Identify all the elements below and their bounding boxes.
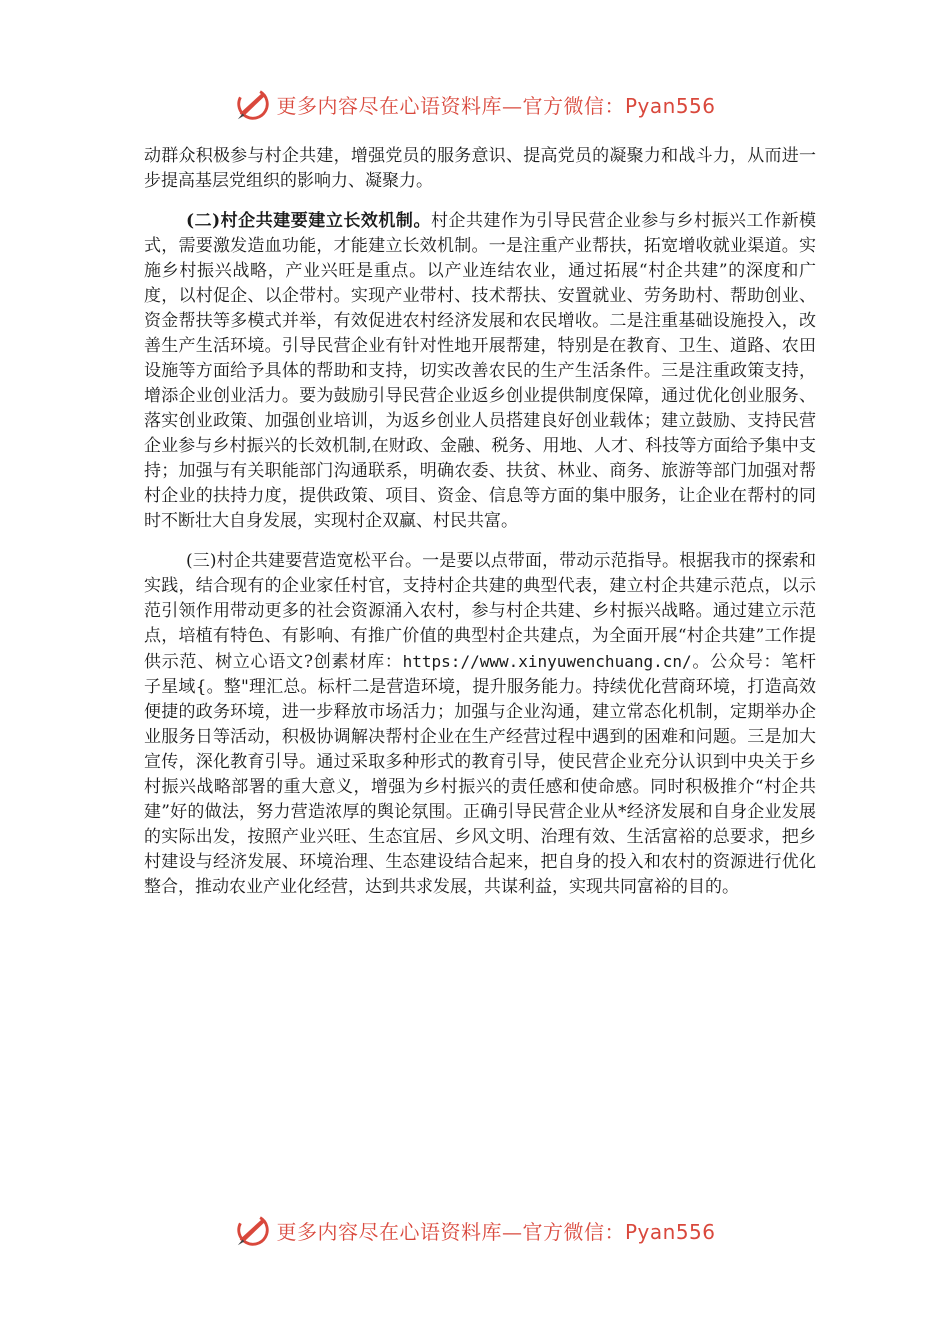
banner-text-latin: Pyan556 [624,1219,716,1244]
section-heading-2: (二)村企共建要建立长效机制。 [186,211,431,231]
footer-watermark-banner [0,1210,950,1250]
paragraph-3-part1: (三)村企共建要营造宽松平台。一是要以点带面，带动示范指导。根据我市的探索和实践，结合现有的企业家任村官，支持村企共建的典型代表，建立村企共建示范点，以示范引领作用带动更多的社会资源涌入农村，参与村企共建、乡村振兴战略。通过建立示范点，培植有特色、有影响、有推广价值的典型村企共建点，为全面开展“村企共建”工作提供示范、树立心语文?创素材库： [144,551,816,672]
banner-text-cn: 更多内容尽在心语资料库—官方微信： [276,93,625,118]
brush-logo-icon [234,1211,272,1249]
banner-text-cn: 更多内容尽在心语资料库—官方微信： [276,1219,625,1244]
source-url-text: https://www.xinyuwenchuang.cn/ [402,652,692,671]
paragraph-1: 动群众积极参与村企共建，增强党员的服务意识、提高党员的凝聚力和战斗力，从而进一步提高基层党组织的影响力、凝聚力。 [144,146,816,191]
paragraph-3-part2: 。公众号：笔杆子星域{。整"理汇总。标杆二是营造环境，提升服务能力。持续优化营商环境，打造高效便捷的政务环境，进一步释放市场活力；加强与企业沟通，建立常态化机制，定期举办企业服务日等活动，积极协调解决帮村企业在生产经营过程中遇到的困难和问题。三是加大宣传，深化教育引导。通过采取多种形式的教育引导，使民营企业充分认识到中央关于乡村振兴战略部署的重大意义，增强为乡村振兴的责任感和使命感。同时积极推介“村企共建”好的做法，努力营造浓厚的舆论氛围。正确引导民营企业从*经济发展和自身企业发展的实际出发，按照产业兴旺、生态宜居、乡风文明、治理有效、生活富裕的总要求，把乡村建设与经济发展、环境治理、生态建设结合起来，把自身的投入和农村的资源进行优化整合，推动农业产业化经营，达到共求发展，共谋利益，实现共同富裕的目的。 [144,652,816,897]
header-watermark-banner [0,84,950,124]
document-body [144,144,816,900]
banner-text-latin: Pyan556 [624,93,716,118]
paragraph-3 [144,549,816,900]
paragraph-2-body: 村企共建作为引导民营企业参与乡村振兴工作新模式，需要激发造血功能，才能建立长效机制。一是注重产业帮扶，拓宽增收就业渠道。实施乡村振兴战略，产业兴旺是重点。以产业连结农业，通过拓展“村企共建”的深度和广度，以村促企、以企带村。实现产业带村、技术帮扶、安置就业、劳务助村、帮助创业、资金帮扶等多模式并举，有效促进农村经济发展和农民增收。二是注重基础设施投入，改善生产生活环境。引导民营企业有针对性地开展帮建，特别是在教育、卫生、道路、农田设施等方面给予具体的帮助和支持，切实改善农民的生产生活条件。三是注重政策支持，增添企业创业活力。要为鼓励引导民营企业返乡创业提供制度保障，通过优化创业服务、落实创业政策、加强创业培训，为返乡创业人员搭建良好创业载体；建立鼓励、支持民营企业参与乡村振兴的长效机制,在财政、金融、税务、用地、人才、科技等方面给予集中支持；加强与有关职能部门沟通联系，明确农委、扶贫、林业、商务、旅游等部门加强对帮村企业的扶持力度，提供政策、项目、资金、信息等方面的集中服务，让企业在帮村的同时不断壮大自身发展，实现村企双赢、村民共富。 [144,211,816,531]
brush-logo-icon [234,85,272,123]
paragraph-2 [144,209,816,534]
